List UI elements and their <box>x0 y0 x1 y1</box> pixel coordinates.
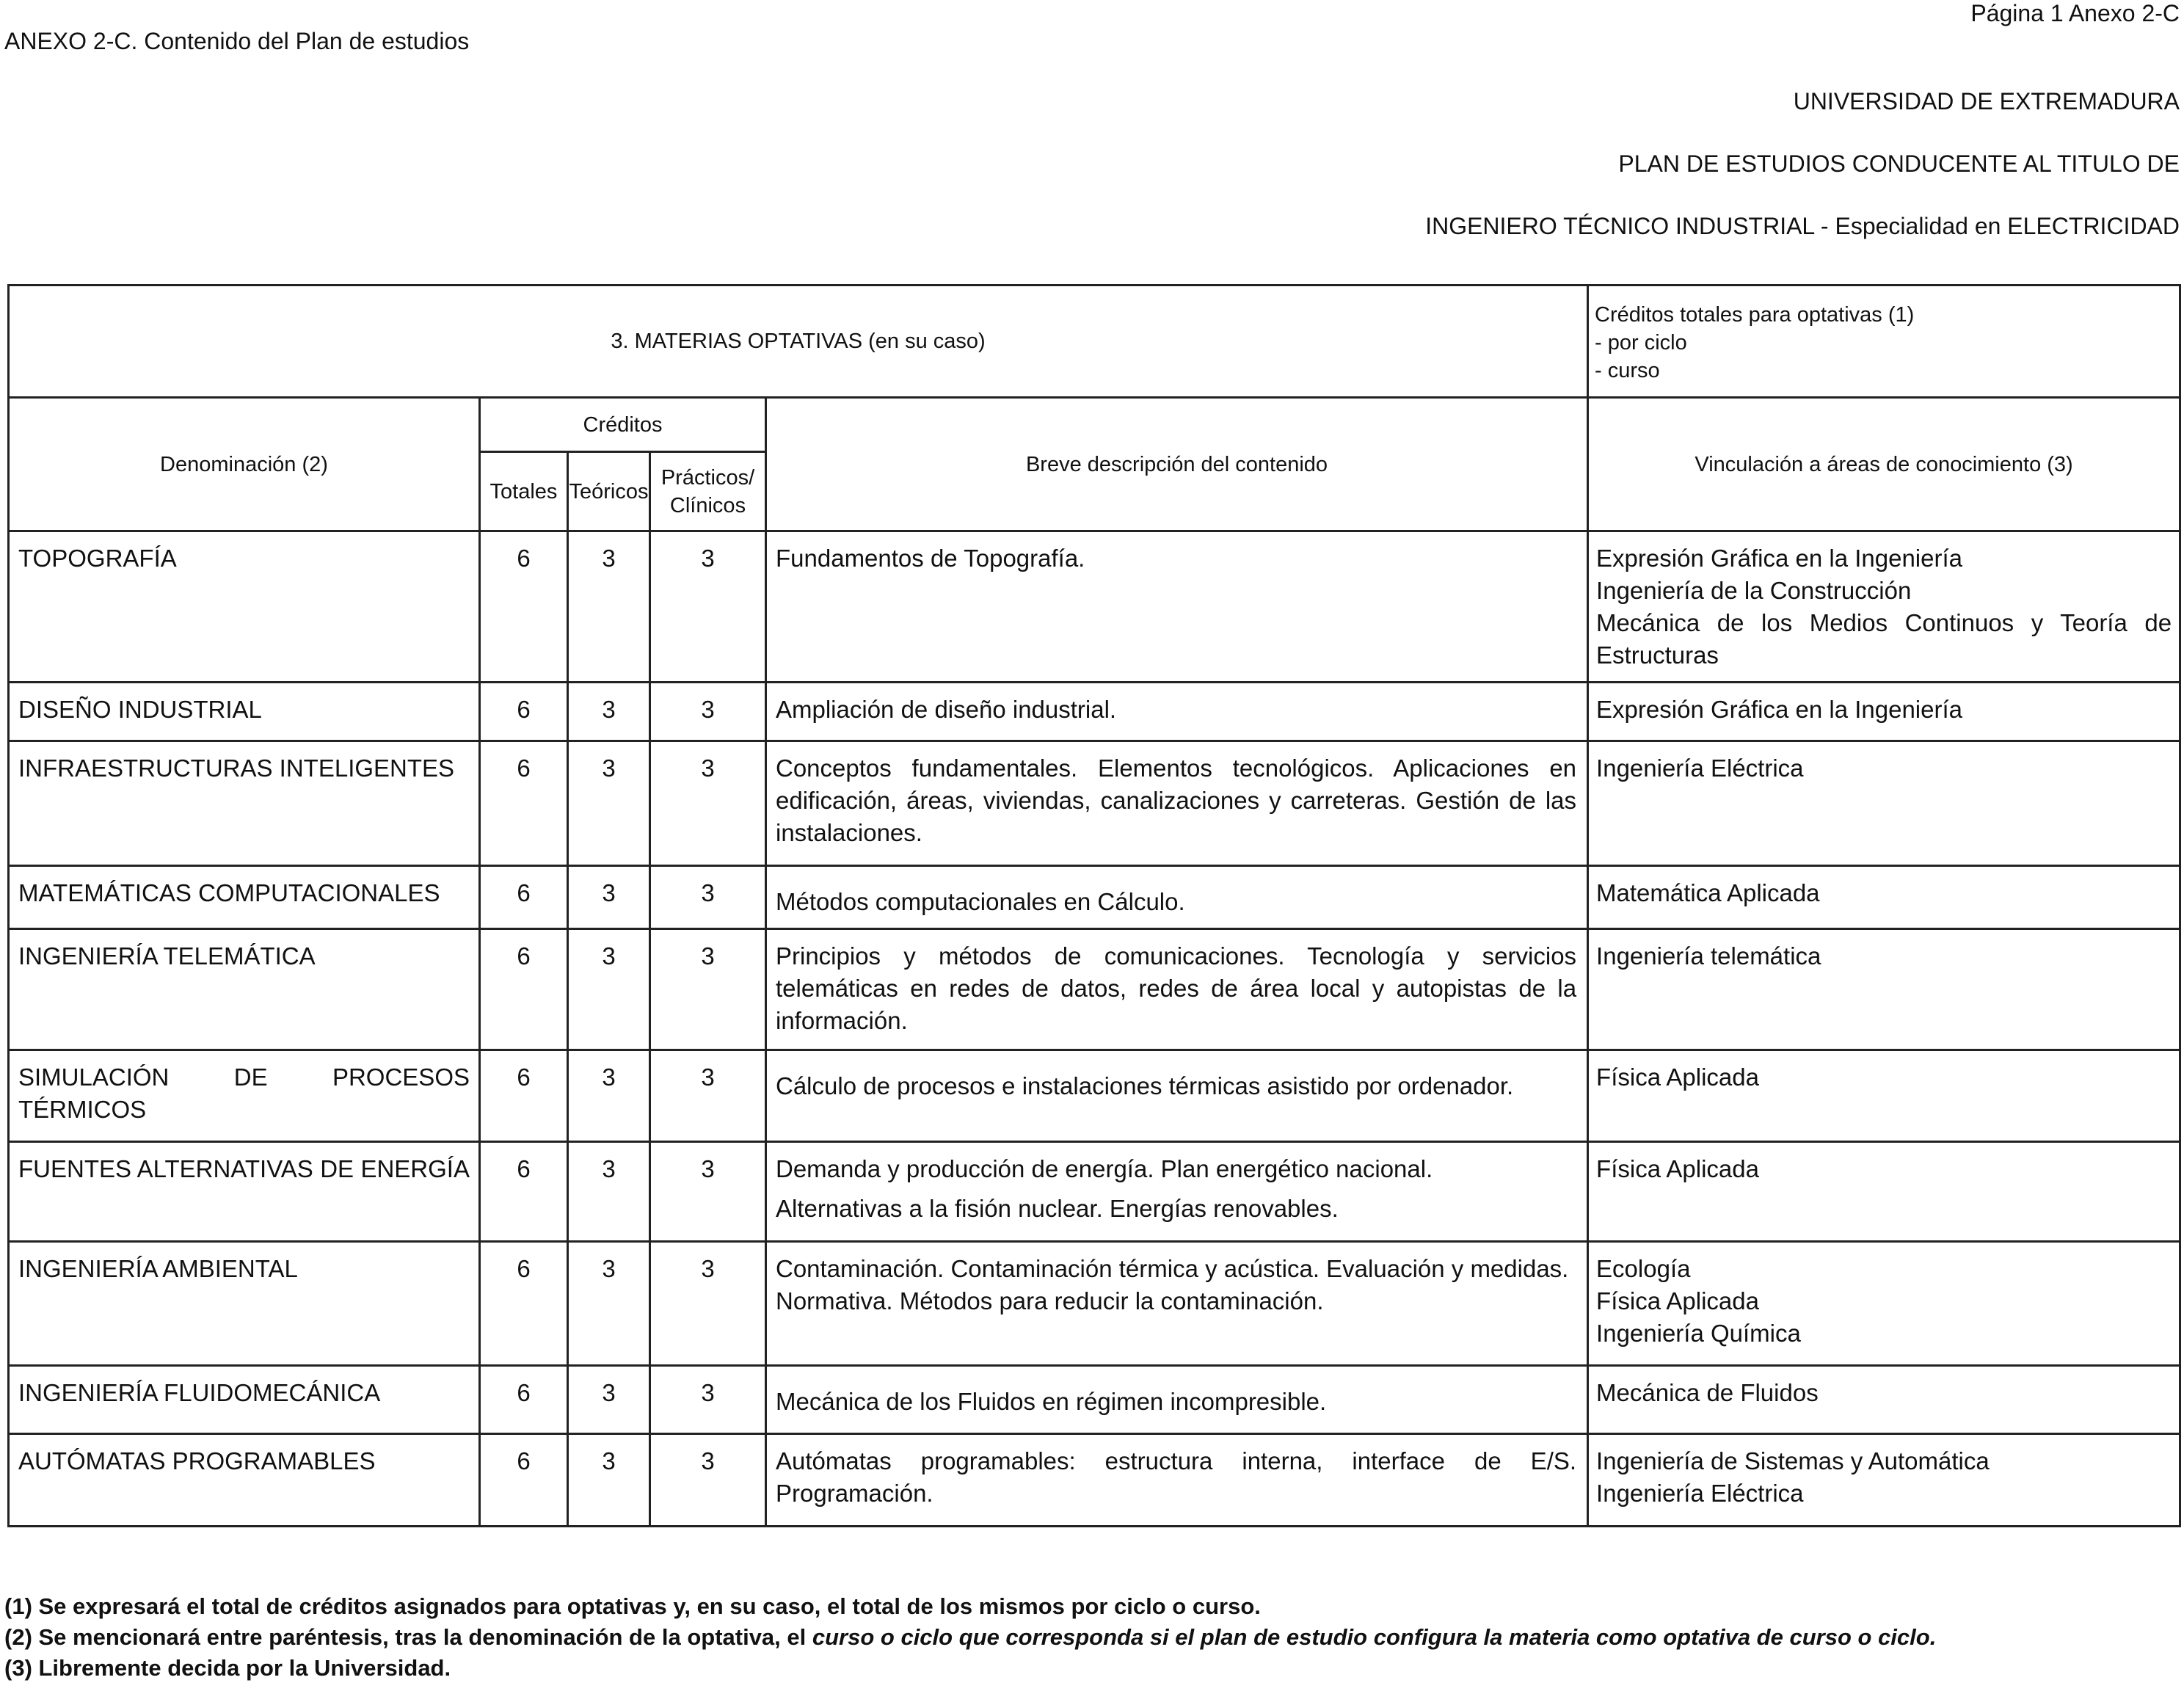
section-title: 3. MATERIAS OPTATIVAS (en su caso) <box>9 286 1588 398</box>
subject-description: Métodos computacionales en Cálculo. <box>766 866 1588 929</box>
credits-totals: 6 <box>480 531 568 683</box>
subject-description: Ampliación de diseño industrial. <box>766 683 1588 741</box>
column-header-name: Denominación (2) <box>9 398 480 531</box>
subject-description: Fundamentos de Topografía. <box>766 531 1588 683</box>
table-row <box>9 1050 2180 1142</box>
credits-totals: 6 <box>480 1434 568 1527</box>
subject-name: INGENIERÍA AMBIENTAL <box>9 1242 480 1366</box>
knowledge-area: Mecánica de Fluidos <box>1596 1379 1819 1406</box>
table-row <box>9 741 2180 866</box>
credits-practice: 3 <box>650 929 766 1050</box>
subject-name: MATEMÁTICAS COMPUTACIONALES <box>9 866 480 929</box>
knowledge-areas <box>1588 1050 2180 1142</box>
credits-theory: 3 <box>568 929 650 1050</box>
credits-totals: 6 <box>480 1366 568 1434</box>
credits-totals: 6 <box>480 1142 568 1242</box>
credits-total-box <box>1588 286 2180 398</box>
knowledge-area: Física Aplicada <box>1596 1155 1759 1182</box>
subject-name: INGENIERÍA FLUIDOMECÁNICA <box>9 1366 480 1434</box>
subject-name: INGENIERÍA TELEMÁTICA <box>9 929 480 1050</box>
knowledge-areas <box>1588 929 2180 1050</box>
page-number: Página 1 Anexo 2-C <box>1970 0 2180 26</box>
column-header-practice: Prácticos/ Clínicos <box>650 452 766 531</box>
column-header-description: Breve descripción del contenido <box>766 398 1588 531</box>
credits-theory: 3 <box>568 1050 650 1142</box>
table-row <box>9 531 2180 683</box>
plan-title: PLAN DE ESTUDIOS CONDUCENTE AL TITULO DE <box>1618 150 2180 177</box>
column-header-areas: Vinculación a áreas de conocimiento (3) <box>1588 398 2180 531</box>
knowledge-areas <box>1588 683 2180 741</box>
table-row <box>9 1366 2180 1434</box>
knowledge-area: Expresión Gráfica en la Ingeniería <box>1596 696 1962 723</box>
table-row <box>9 866 2180 929</box>
subject-name: AUTÓMATAS PROGRAMABLES <box>9 1434 480 1527</box>
knowledge-area: Ingeniería de Sistemas y Automática <box>1596 1447 1990 1474</box>
knowledge-area: Mecánica de los Medios Continuos y Teoría de Estructuras <box>1596 609 2172 669</box>
credits-totals: 6 <box>480 683 568 741</box>
subject-description: Contaminación. Contaminación térmica y acústica. Evaluación y medidas. Normativa. Métodos para reducir la contaminación. <box>766 1242 1588 1366</box>
knowledge-area: Ingeniería telemática <box>1596 942 1821 970</box>
credits-theory: 3 <box>568 683 650 741</box>
optional-subjects-table <box>7 284 2181 1527</box>
knowledge-areas <box>1588 1434 2180 1527</box>
credits-totals: 6 <box>480 866 568 929</box>
credits-total-line: - curso <box>1595 359 1660 382</box>
degree-title: INGENIERO TÉCNICO INDUSTRIAL - Especialidad en ELECTRICIDAD <box>1425 213 2180 239</box>
credits-practice: 3 <box>650 741 766 866</box>
credits-totals: 6 <box>480 741 568 866</box>
knowledge-area: Expresión Gráfica en la Ingeniería <box>1596 545 1962 572</box>
knowledge-area: Ingeniería de la Construcción <box>1596 577 1912 604</box>
credits-theory: 3 <box>568 1366 650 1434</box>
knowledge-area: Física Aplicada <box>1596 1287 1759 1314</box>
knowledge-areas <box>1588 531 2180 683</box>
knowledge-area: Ecología <box>1596 1255 1691 1282</box>
knowledge-areas <box>1588 1142 2180 1242</box>
subject-description: Autómatas programables: estructura interna, interface de E/S. Programación. <box>766 1434 1588 1527</box>
credits-practice: 3 <box>650 1050 766 1142</box>
column-header-totals: Totales <box>480 452 568 531</box>
table-row <box>9 1434 2180 1527</box>
subject-description <box>766 1142 1588 1242</box>
table-row <box>9 1142 2180 1242</box>
subject-description: Principios y métodos de comunicaciones. Tecnología y servicios telemáticas en redes de datos, redes de área local y autopistas de la información. <box>766 929 1588 1050</box>
credits-totals: 6 <box>480 1242 568 1366</box>
credits-totals: 6 <box>480 929 568 1050</box>
credits-theory: 3 <box>568 531 650 683</box>
knowledge-area: Ingeniería Eléctrica <box>1596 1480 1804 1507</box>
footnote-3: (3) Libremente decida por la Universidad. <box>4 1655 451 1681</box>
knowledge-areas <box>1588 741 2180 866</box>
subject-description: Mecánica de los Fluidos en régimen incompresible. <box>766 1366 1588 1434</box>
knowledge-areas <box>1588 1366 2180 1434</box>
table-row <box>9 929 2180 1050</box>
knowledge-area: Matemática Aplicada <box>1596 879 1820 906</box>
credits-theory: 3 <box>568 1242 650 1366</box>
credits-theory: 3 <box>568 1434 650 1527</box>
credits-theory: 3 <box>568 1142 650 1242</box>
credits-total-line: Créditos totales para optativas (1) <box>1595 303 1915 327</box>
credits-totals: 6 <box>480 1050 568 1142</box>
subject-name: TOPOGRAFÍA <box>9 531 480 683</box>
credits-theory: 3 <box>568 866 650 929</box>
table-row <box>9 1242 2180 1366</box>
subject-name: SIMULACIÓN DE PROCESOS TÉRMICOS <box>9 1050 480 1142</box>
annex-title: ANEXO 2-C. Contenido del Plan de estudios <box>4 28 470 54</box>
column-header-theory: Teóricos <box>568 452 650 531</box>
table-row <box>9 683 2180 741</box>
column-header-credits: Créditos <box>480 398 766 452</box>
knowledge-area: Ingeniería Eléctrica <box>1596 754 1804 782</box>
description-line: Alternativas a la fisión nuclear. Energías renovables. <box>776 1195 1339 1222</box>
credits-practice: 3 <box>650 866 766 929</box>
knowledge-area: Ingeniería Química <box>1596 1320 1801 1347</box>
credits-practice: 3 <box>650 1142 766 1242</box>
footnote-2-text: (2) Se mencionará entre paréntesis, tras la denominación de la optativa, el <box>4 1624 812 1650</box>
credits-practice: 3 <box>650 531 766 683</box>
credits-practice: 3 <box>650 1366 766 1434</box>
description-line: Demanda y producción de energía. Plan energético nacional. <box>776 1155 1433 1182</box>
credits-practice: 3 <box>650 683 766 741</box>
footnote-1: (1) Se expresará el total de créditos asignados para optativas y, en su caso, el total de los mismos por ciclo o curso. <box>4 1593 1261 1619</box>
knowledge-area: Física Aplicada <box>1596 1063 1759 1091</box>
footnote-2-italic: curso o ciclo que corresponda si el plan de estudio configura la materia como optativa de curso o ciclo. <box>812 1624 1937 1650</box>
credits-total-line: - por ciclo <box>1595 331 1687 354</box>
subject-name: INFRAESTRUCTURAS INTELIGENTES <box>9 741 480 866</box>
subject-name: FUENTES ALTERNATIVAS DE ENERGÍA <box>9 1142 480 1242</box>
university-name: UNIVERSIDAD DE EXTREMADURA <box>1793 88 2180 114</box>
footnote-2 <box>4 1622 1936 1653</box>
knowledge-areas <box>1588 866 2180 929</box>
credits-practice: 3 <box>650 1242 766 1366</box>
credits-theory: 3 <box>568 741 650 866</box>
footnotes <box>4 1591 1936 1684</box>
credits-practice: 3 <box>650 1434 766 1527</box>
subject-name: DISEÑO INDUSTRIAL <box>9 683 480 741</box>
subject-description: Cálculo de procesos e instalaciones térmicas asistido por ordenador. <box>766 1050 1588 1142</box>
knowledge-areas <box>1588 1242 2180 1366</box>
subject-description: Conceptos fundamentales. Elementos tecnológicos. Aplicaciones en edificación, áreas, viviendas, canalizaciones y carreteras. Gestión de las instalaciones. <box>766 741 1588 866</box>
